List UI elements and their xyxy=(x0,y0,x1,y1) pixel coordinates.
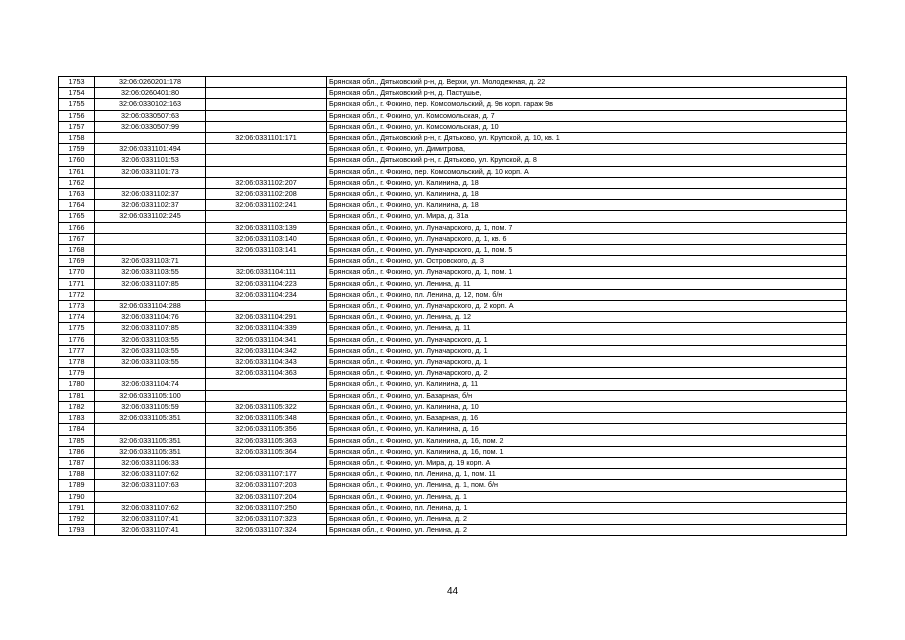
row-number-cell: 1792 xyxy=(59,513,95,524)
linked-cadastral-number-cell: 32:06:0331104:363 xyxy=(206,368,327,379)
row-number-cell: 1769 xyxy=(59,256,95,267)
address-cell: Брянская обл., г. Фокино, ул. Луначарского, д. 1, пом. 1 xyxy=(327,267,847,278)
table-row xyxy=(59,211,847,222)
address-cell: Брянская обл., г. Фокино, ул. Ленина, д. 2 xyxy=(327,525,847,536)
address-cell: Брянская обл., Дятьковский р-н, д. Пастушье, xyxy=(327,88,847,99)
row-number-cell: 1790 xyxy=(59,491,95,502)
cadastral-number-cell: 32:06:0330507:63 xyxy=(95,110,206,121)
linked-cadastral-number-cell: 32:06:0331107:324 xyxy=(206,525,327,536)
table-row xyxy=(59,110,847,121)
row-number-cell: 1787 xyxy=(59,457,95,468)
table-row xyxy=(59,334,847,345)
linked-cadastral-number-cell xyxy=(206,211,327,222)
row-number-cell: 1771 xyxy=(59,278,95,289)
address-cell: Брянская обл., г. Фокино, ул. Луначарского, д. 1, пом. 5 xyxy=(327,245,847,256)
cadastral-number-cell: 32:06:0331104:288 xyxy=(95,301,206,312)
address-cell: Брянская обл., г. Фокино, ул. Ленина, д. 1 xyxy=(327,491,847,502)
linked-cadastral-number-cell: 32:06:0331107:323 xyxy=(206,513,327,524)
cadastral-number-cell: 32:06:0331107:63 xyxy=(95,480,206,491)
table-row xyxy=(59,379,847,390)
table-row xyxy=(59,424,847,435)
cadastral-number-cell: 32:06:0331105:351 xyxy=(95,413,206,424)
table-row xyxy=(59,256,847,267)
table-row xyxy=(59,177,847,188)
cadastral-number-cell xyxy=(95,424,206,435)
linked-cadastral-number-cell: 32:06:0331104:223 xyxy=(206,278,327,289)
row-number-cell: 1772 xyxy=(59,289,95,300)
address-cell: Брянская обл., г. Фокино, ул. Калинина, д. 16, пом. 2 xyxy=(327,435,847,446)
linked-cadastral-number-cell: 32:06:0331104:339 xyxy=(206,323,327,334)
row-number-cell: 1789 xyxy=(59,480,95,491)
table-row xyxy=(59,278,847,289)
address-cell: Брянская обл., г. Фокино, ул. Ленина, д. 11 xyxy=(327,278,847,289)
address-cell: Брянская обл., г. Фокино, ул. Луначарского, д. 1 xyxy=(327,345,847,356)
row-number-cell: 1793 xyxy=(59,525,95,536)
address-cell: Брянская обл., г. Фокино, ул. Луначарского, д. 1 xyxy=(327,357,847,368)
linked-cadastral-number-cell xyxy=(206,110,327,121)
address-cell: Брянская обл., г. Фокино, ул. Луначарского, д. 1 xyxy=(327,334,847,345)
address-cell: Брянская обл., г. Фокино, ул. Калинина, д. 18 xyxy=(327,200,847,211)
linked-cadastral-number-cell xyxy=(206,99,327,110)
address-cell: Брянская обл., Дятьковский р-н, г. Дятьково, ул. Крупской, д. 8 xyxy=(327,155,847,166)
table-row xyxy=(59,245,847,256)
linked-cadastral-number-cell: 32:06:0331105:348 xyxy=(206,413,327,424)
row-number-cell: 1764 xyxy=(59,200,95,211)
cadastral-number-cell: 32:06:0260401:80 xyxy=(95,88,206,99)
table-row xyxy=(59,368,847,379)
table-row xyxy=(59,357,847,368)
table-row xyxy=(59,189,847,200)
address-cell: Брянская обл., г. Фокино, ул. Комсомольская, д. 10 xyxy=(327,121,847,132)
table-row xyxy=(59,88,847,99)
address-cell: Брянская обл., г. Фокино, ул. Ленина, д. 1, пом. б/н xyxy=(327,480,847,491)
table-row xyxy=(59,155,847,166)
cadastral-number-cell: 32:06:0331104:76 xyxy=(95,312,206,323)
address-cell: Брянская обл., г. Фокино, ул. Мира, д. 19 корп. А xyxy=(327,457,847,468)
linked-cadastral-number-cell: 32:06:0331105:322 xyxy=(206,401,327,412)
cadastral-number-cell xyxy=(95,368,206,379)
address-cell: Брянская обл., г. Фокино, ул. Мира, д. 31а xyxy=(327,211,847,222)
linked-cadastral-number-cell: 32:06:0331103:139 xyxy=(206,222,327,233)
cadastral-number-cell: 32:06:0331105:100 xyxy=(95,390,206,401)
cadastral-number-cell: 32:06:0331103:55 xyxy=(95,334,206,345)
address-cell: Брянская обл., г. Фокино, ул. Луначарского, д. 2 xyxy=(327,368,847,379)
row-number-cell: 1779 xyxy=(59,368,95,379)
table-row xyxy=(59,301,847,312)
row-number-cell: 1763 xyxy=(59,189,95,200)
cadastral-number-cell: 32:06:0331103:55 xyxy=(95,345,206,356)
row-number-cell: 1786 xyxy=(59,446,95,457)
row-number-cell: 1781 xyxy=(59,390,95,401)
row-number-cell: 1784 xyxy=(59,424,95,435)
row-number-cell: 1777 xyxy=(59,345,95,356)
table-row xyxy=(59,312,847,323)
cadastral-number-cell xyxy=(95,177,206,188)
address-cell: Брянская обл., г. Фокино, пл. Ленина, д. 1, пом. 11 xyxy=(327,469,847,480)
table-row xyxy=(59,166,847,177)
row-number-cell: 1783 xyxy=(59,413,95,424)
cadastral-number-cell: 32:06:0331104:74 xyxy=(95,379,206,390)
row-number-cell: 1765 xyxy=(59,211,95,222)
table-row xyxy=(59,200,847,211)
cadastral-number-cell: 32:06:0331102:37 xyxy=(95,189,206,200)
cadastral-number-cell: 32:06:0331101:73 xyxy=(95,166,206,177)
cadastral-number-cell: 32:06:0331102:245 xyxy=(95,211,206,222)
address-cell: Брянская обл., г. Фокино, ул. Калинина, д. 16, пом. 1 xyxy=(327,446,847,457)
address-cell: Брянская обл., г. Фокино, ул. Калинина, д. 16 xyxy=(327,424,847,435)
address-cell: Брянская обл., г. Фокино, ул. Ленина, д. 11 xyxy=(327,323,847,334)
row-number-cell: 1766 xyxy=(59,222,95,233)
row-number-cell: 1757 xyxy=(59,121,95,132)
cadastral-number-cell: 32:06:0331103:71 xyxy=(95,256,206,267)
table-row xyxy=(59,77,847,88)
linked-cadastral-number-cell: 32:06:0331107:204 xyxy=(206,491,327,502)
table-row xyxy=(59,413,847,424)
row-number-cell: 1761 xyxy=(59,166,95,177)
linked-cadastral-number-cell: 32:06:0331104:342 xyxy=(206,345,327,356)
row-number-cell: 1759 xyxy=(59,144,95,155)
linked-cadastral-number-cell xyxy=(206,390,327,401)
address-cell: Брянская обл., г. Фокино, ул. Луначарского, д. 1, пом. 7 xyxy=(327,222,847,233)
address-cell: Брянская обл., г. Фокино, ул. Калинина, д. 11 xyxy=(327,379,847,390)
cadastral-number-cell: 32:06:0331107:85 xyxy=(95,323,206,334)
linked-cadastral-number-cell: 32:06:0331104:343 xyxy=(206,357,327,368)
row-number-cell: 1791 xyxy=(59,502,95,513)
cadastral-number-cell: 32:06:0331105:59 xyxy=(95,401,206,412)
linked-cadastral-number-cell: 32:06:0331103:140 xyxy=(206,233,327,244)
linked-cadastral-number-cell: 32:06:0331107:203 xyxy=(206,480,327,491)
linked-cadastral-number-cell: 32:06:0331105:364 xyxy=(206,446,327,457)
table-row xyxy=(59,390,847,401)
table-row xyxy=(59,401,847,412)
cadastral-number-cell xyxy=(95,133,206,144)
property-registry-table xyxy=(58,76,847,536)
row-number-cell: 1788 xyxy=(59,469,95,480)
table-row xyxy=(59,457,847,468)
row-number-cell: 1782 xyxy=(59,401,95,412)
address-cell: Брянская обл., г. Фокино, пер. Комсомольский, д. 10 корп. А xyxy=(327,166,847,177)
cadastral-number-cell: 32:06:0331107:41 xyxy=(95,525,206,536)
table-row xyxy=(59,525,847,536)
registry-body xyxy=(59,77,847,536)
row-number-cell: 1770 xyxy=(59,267,95,278)
linked-cadastral-number-cell: 32:06:0331103:141 xyxy=(206,245,327,256)
table-row xyxy=(59,99,847,110)
linked-cadastral-number-cell: 32:06:0331105:363 xyxy=(206,435,327,446)
address-cell: Брянская обл., г. Фокино, ул. Луначарского, д. 1, кв. 6 xyxy=(327,233,847,244)
cadastral-number-cell xyxy=(95,289,206,300)
table-row xyxy=(59,491,847,502)
row-number-cell: 1773 xyxy=(59,301,95,312)
table-row xyxy=(59,435,847,446)
table-row xyxy=(59,480,847,491)
row-number-cell: 1755 xyxy=(59,99,95,110)
linked-cadastral-number-cell: 32:06:0331104:341 xyxy=(206,334,327,345)
table-row xyxy=(59,222,847,233)
linked-cadastral-number-cell: 32:06:0331102:208 xyxy=(206,189,327,200)
linked-cadastral-number-cell: 32:06:0331101:171 xyxy=(206,133,327,144)
cadastral-number-cell: 32:06:0331105:351 xyxy=(95,435,206,446)
cadastral-number-cell: 32:06:0260201:178 xyxy=(95,77,206,88)
cadastral-number-cell: 32:06:0331102:37 xyxy=(95,200,206,211)
cadastral-number-cell: 32:06:0331107:62 xyxy=(95,469,206,480)
row-number-cell: 1780 xyxy=(59,379,95,390)
table-row xyxy=(59,233,847,244)
cadastral-number-cell: 32:06:0330507:99 xyxy=(95,121,206,132)
address-cell: Брянская обл., г. Фокино, пл. Ленина, д. 1 xyxy=(327,502,847,513)
linked-cadastral-number-cell xyxy=(206,77,327,88)
table-row xyxy=(59,323,847,334)
linked-cadastral-number-cell xyxy=(206,256,327,267)
linked-cadastral-number-cell: 32:06:0331104:111 xyxy=(206,267,327,278)
table-row xyxy=(59,289,847,300)
linked-cadastral-number-cell xyxy=(206,155,327,166)
cadastral-number-cell: 32:06:0331105:351 xyxy=(95,446,206,457)
table-row xyxy=(59,267,847,278)
linked-cadastral-number-cell xyxy=(206,301,327,312)
cadastral-number-cell: 32:06:0331107:85 xyxy=(95,278,206,289)
table-row xyxy=(59,133,847,144)
row-number-cell: 1756 xyxy=(59,110,95,121)
address-cell: Брянская обл., г. Фокино, ул. Калинина, д. 18 xyxy=(327,189,847,200)
linked-cadastral-number-cell xyxy=(206,166,327,177)
page-number: 44 xyxy=(446,586,459,597)
cadastral-number-cell xyxy=(95,233,206,244)
table-row xyxy=(59,469,847,480)
address-cell: Брянская обл., г. Фокино, ул. Димитрова, xyxy=(327,144,847,155)
address-cell: Брянская обл., г. Фокино, ул. Островского, д. 3 xyxy=(327,256,847,267)
cadastral-number-cell: 32:06:0331107:62 xyxy=(95,502,206,513)
address-cell: Брянская обл., Дятьковский р-н, г. Дятьково, ул. Крупской, д. 10, кв. 1 xyxy=(327,133,847,144)
cadastral-number-cell xyxy=(95,491,206,502)
linked-cadastral-number-cell: 32:06:0331107:177 xyxy=(206,469,327,480)
row-number-cell: 1775 xyxy=(59,323,95,334)
linked-cadastral-number-cell xyxy=(206,88,327,99)
table-row xyxy=(59,144,847,155)
cadastral-number-cell: 32:06:0331103:55 xyxy=(95,357,206,368)
linked-cadastral-number-cell: 32:06:0331107:250 xyxy=(206,502,327,513)
table-row xyxy=(59,446,847,457)
linked-cadastral-number-cell xyxy=(206,379,327,390)
address-cell: Брянская обл., г. Фокино, пер. Комсомольский, д. 9в корп. гараж 9в xyxy=(327,99,847,110)
cadastral-number-cell xyxy=(95,245,206,256)
row-number-cell: 1753 xyxy=(59,77,95,88)
address-cell: Брянская обл., г. Фокино, ул. Базарная, д. 16 xyxy=(327,413,847,424)
table-row xyxy=(59,502,847,513)
cadastral-number-cell: 32:06:0331101:53 xyxy=(95,155,206,166)
row-number-cell: 1767 xyxy=(59,233,95,244)
cadastral-number-cell: 32:06:0331103:55 xyxy=(95,267,206,278)
row-number-cell: 1762 xyxy=(59,177,95,188)
row-number-cell: 1778 xyxy=(59,357,95,368)
cadastral-number-cell: 32:06:0331101:494 xyxy=(95,144,206,155)
address-cell: Брянская обл., г. Фокино, ул. Ленина, д. 12 xyxy=(327,312,847,323)
cadastral-number-cell: 32:06:0331106:33 xyxy=(95,457,206,468)
linked-cadastral-number-cell: 32:06:0331102:207 xyxy=(206,177,327,188)
linked-cadastral-number-cell xyxy=(206,144,327,155)
cadastral-number-cell: 32:06:0331107:41 xyxy=(95,513,206,524)
table-row xyxy=(59,345,847,356)
table-row xyxy=(59,513,847,524)
address-cell: Брянская обл., г. Фокино, ул. Ленина, д. 2 xyxy=(327,513,847,524)
linked-cadastral-number-cell: 32:06:0331102:241 xyxy=(206,200,327,211)
linked-cadastral-number-cell: 32:06:0331105:356 xyxy=(206,424,327,435)
row-number-cell: 1785 xyxy=(59,435,95,446)
address-cell: Брянская обл., г. Фокино, ул. Луначарского, д. 2 корп. А xyxy=(327,301,847,312)
linked-cadastral-number-cell: 32:06:0331104:291 xyxy=(206,312,327,323)
row-number-cell: 1754 xyxy=(59,88,95,99)
address-cell: Брянская обл., г. Фокино, ул. Калинина, д. 18 xyxy=(327,177,847,188)
linked-cadastral-number-cell xyxy=(206,121,327,132)
row-number-cell: 1768 xyxy=(59,245,95,256)
row-number-cell: 1774 xyxy=(59,312,95,323)
address-cell: Брянская обл., г. Фокино, ул. Базарная, б/н xyxy=(327,390,847,401)
address-cell: Брянская обл., г. Фокино, пл. Ленина, д. 12, пом. б/н xyxy=(327,289,847,300)
row-number-cell: 1758 xyxy=(59,133,95,144)
linked-cadastral-number-cell: 32:06:0331104:234 xyxy=(206,289,327,300)
linked-cadastral-number-cell xyxy=(206,457,327,468)
address-cell: Брянская обл., г. Фокино, ул. Комсомольская, д. 7 xyxy=(327,110,847,121)
row-number-cell: 1760 xyxy=(59,155,95,166)
address-cell: Брянская обл., Дятьковский р-н, д. Верхи, ул. Молодежная, д. 22 xyxy=(327,77,847,88)
cadastral-number-cell: 32:06:0330102:163 xyxy=(95,99,206,110)
row-number-cell: 1776 xyxy=(59,334,95,345)
table-row xyxy=(59,121,847,132)
cadastral-number-cell xyxy=(95,222,206,233)
address-cell: Брянская обл., г. Фокино, ул. Калинина, д. 10 xyxy=(327,401,847,412)
